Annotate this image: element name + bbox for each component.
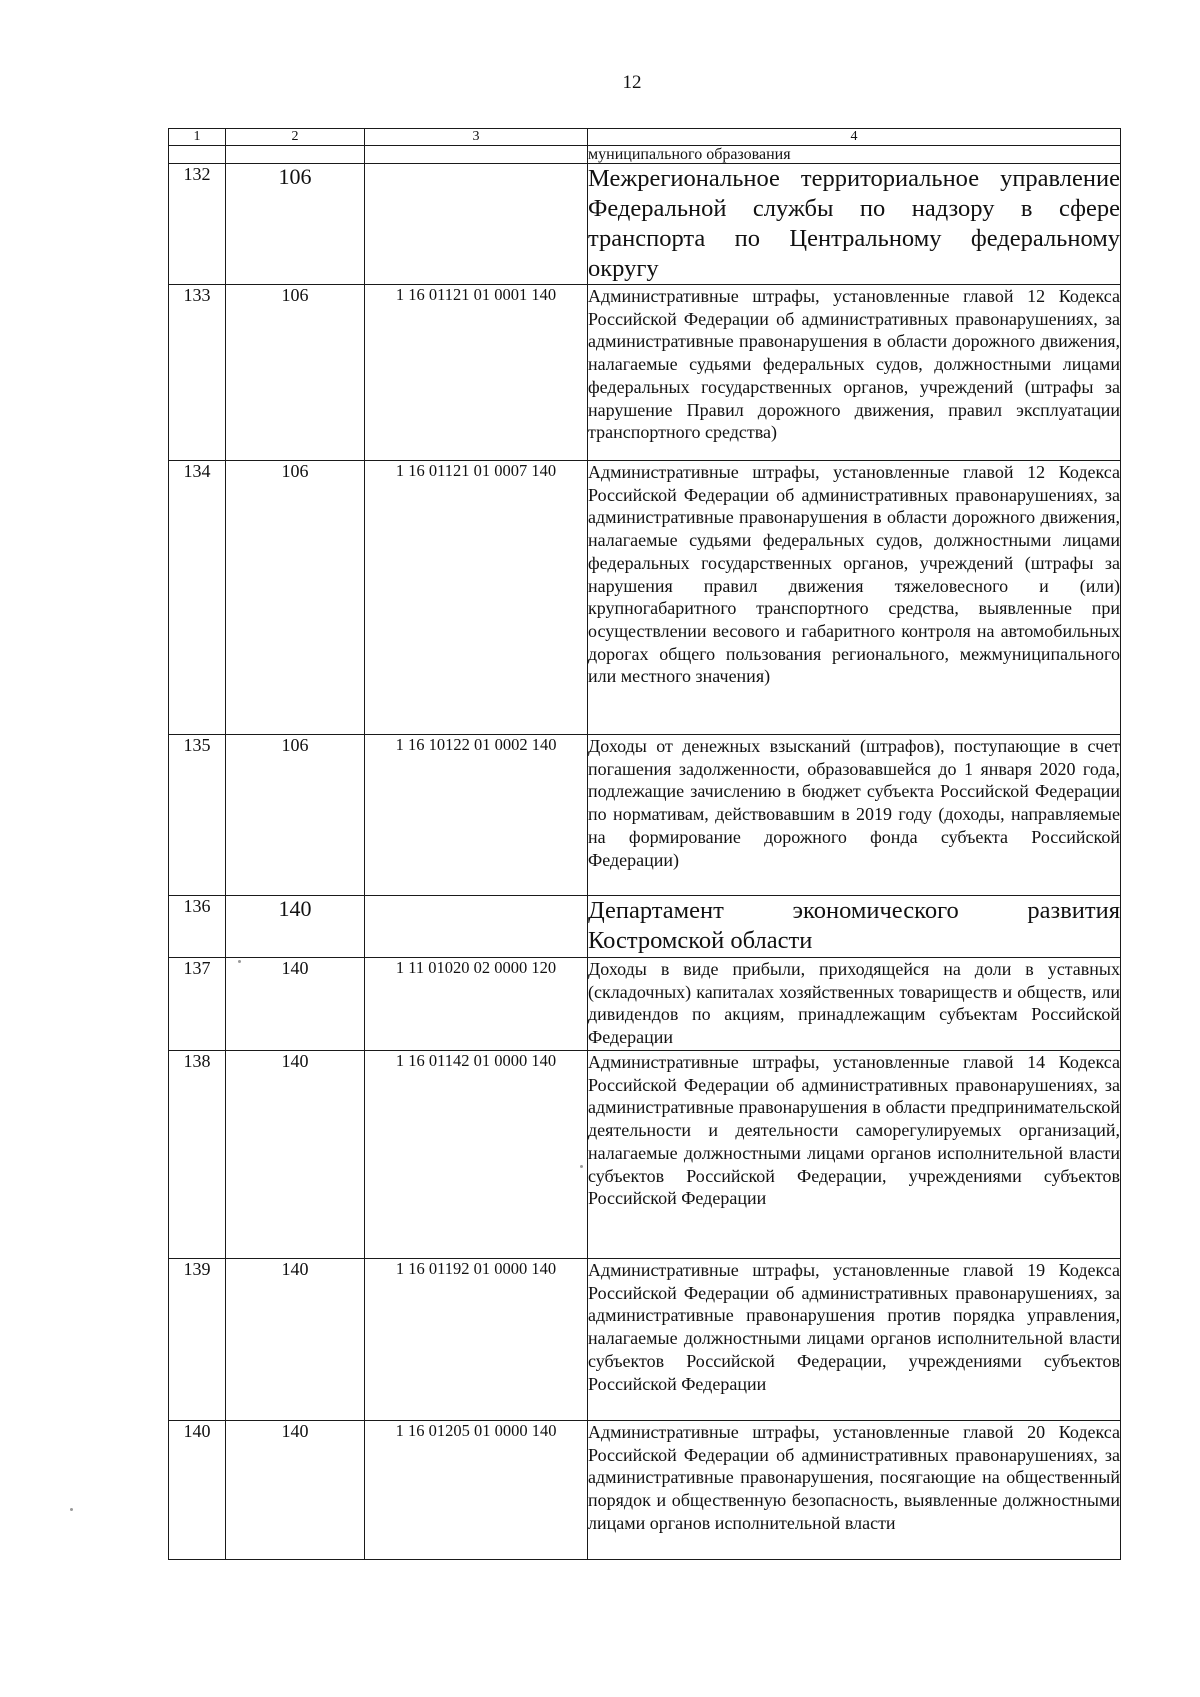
budget-code <box>365 164 588 285</box>
row-number: 138 <box>169 1051 226 1259</box>
table-row <box>169 164 1121 285</box>
table-row <box>169 1421 1121 1560</box>
column-header-4: 4 <box>588 129 1121 146</box>
revenue-name: Административные штрафы, установленные главой 12 Кодекса Российской Федерации об административных правонарушениях, за административные правонарушения в области дорожного движения, налагаемые судьями федеральных судов, должностными лицами федеральных государственных органов, учреждений (штрафы за нарушение Правил дорожного движения, правил эксплуатации транспортного средства) <box>588 285 1121 461</box>
revenue-name: Административные штрафы, установленные главой 20 Кодекса Российской Федерации об административных правонарушениях, за административные правонарушения, посягающие на общественный порядок и общественную безопасность, выявленные должностными лицами органов исполнительной власти <box>588 1421 1121 1560</box>
row-number: 135 <box>169 735 226 896</box>
scan-speck <box>238 960 241 963</box>
admin-code: 140 <box>226 1051 365 1259</box>
budget-code: 1 16 01142 01 0000 140 <box>365 1051 588 1259</box>
revenue-name: Административные штрафы, установленные главой 19 Кодекса Российской Федерации об административных правонарушениях, за административные правонарушения против порядка управления, налагаемые должностными лицами органов исполнительной власти субъектов Российской Федерации, учреждениями субъектов Российской Федерации <box>588 1259 1121 1421</box>
budget-code: 1 16 01192 01 0000 140 <box>365 1259 588 1421</box>
table-row <box>169 958 1121 1051</box>
admin-code: 106 <box>226 461 365 735</box>
row-number: 136 <box>169 896 226 958</box>
admin-code: 140 <box>226 896 365 958</box>
table-row <box>169 896 1121 958</box>
continuation-text: муниципального образования <box>588 146 1121 164</box>
budget-code: 1 16 01205 01 0000 140 <box>365 1421 588 1560</box>
revenue-name: Доходы от денежных взысканий (штрафов), поступающие в счет погашения задолженности, образовавшейся до 1 января 2020 года, подлежащие зачислению в бюджет субъекта Российской Федерации по нормативам, действовавшим в 2019 году (доходы, направляемые на формирование дорожного фонда субъекта Российской Федерации) <box>588 735 1121 896</box>
revenue-name: Департамент экономического развития Костромской области <box>588 896 1121 958</box>
admin-code: 106 <box>226 735 365 896</box>
scan-speck <box>580 1165 583 1168</box>
row-number: 133 <box>169 285 226 461</box>
table-row <box>169 461 1121 735</box>
admin-code: 140 <box>226 958 365 1051</box>
budget-code: 1 16 01121 01 0007 140 <box>365 461 588 735</box>
row-number: 134 <box>169 461 226 735</box>
budget-code: 1 16 01121 01 0001 140 <box>365 285 588 461</box>
row-number: 140 <box>169 1421 226 1560</box>
budget-code: 1 11 01020 02 0000 120 <box>365 958 588 1051</box>
admin-code: 140 <box>226 1421 365 1560</box>
row-number: 139 <box>169 1259 226 1421</box>
table-row <box>169 1259 1121 1421</box>
column-header-3: 3 <box>365 129 588 146</box>
row-number: 137 <box>169 958 226 1051</box>
continuation-row <box>169 146 1121 164</box>
table-row <box>169 735 1121 896</box>
table-row <box>169 285 1121 461</box>
column-header-1: 1 <box>169 129 226 146</box>
revenue-codes-table <box>168 128 1121 1560</box>
budget-code: 1 16 10122 01 0002 140 <box>365 735 588 896</box>
page-number: 12 <box>622 72 642 93</box>
revenue-name: Межрегиональное территориальное управление Федеральной службы по надзору в сфере транспорта по Центральному федеральному округу <box>588 164 1121 285</box>
column-header-row <box>169 129 1121 146</box>
revenue-name: Административные штрафы, установленные главой 12 Кодекса Российской Федерации об административных правонарушениях, за административные правонарушения в области дорожного движения, налагаемые судьями федеральных судов, должностными лицами федеральных государственных органов, учреждений (штрафы за нарушения правил движения тяжеловесного и (или) крупногабаритного транспортного средства, выявленные при осуществлении весового и габаритного контроля на автомобильных дорогах общего пользования регионального, межмуниципального или местного значения) <box>588 461 1121 735</box>
scan-speck <box>70 1508 73 1511</box>
row-number: 132 <box>169 164 226 285</box>
budget-code <box>365 896 588 958</box>
table-row <box>169 1051 1121 1259</box>
revenue-name: Доходы в виде прибыли, приходящейся на доли в уставных (складочных) капиталах хозяйственных товариществ и обществ, или дивидендов по акциям, принадлежащим субъектам Российской Федерации <box>588 958 1121 1051</box>
column-header-2: 2 <box>226 129 365 146</box>
admin-code: 140 <box>226 1259 365 1421</box>
revenue-name: Административные штрафы, установленные главой 14 Кодекса Российской Федерации об административных правонарушениях, за административные правонарушения в области предпринимательской деятельности и деятельности саморегулируемых организаций, налагаемые должностными лицами органов исполнительной власти субъектов Российской Федерации, учреждениями субъектов Российской Федерации <box>588 1051 1121 1259</box>
admin-code: 106 <box>226 285 365 461</box>
admin-code: 106 <box>226 164 365 285</box>
